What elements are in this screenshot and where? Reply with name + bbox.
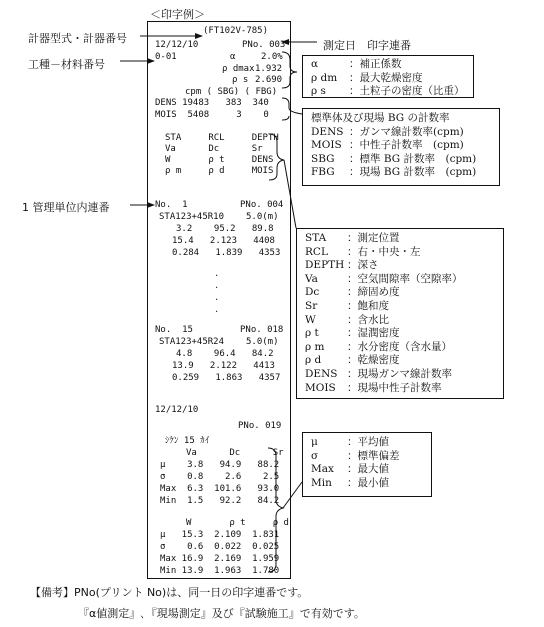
receipt-stats1-sd: σ 0.8 2.6 2.5 [160, 472, 280, 482]
receipt-no1: No. 1 [155, 200, 188, 210]
legend-description: ：平均値 [347, 436, 389, 448]
legend-description: ：補正係数 [349, 58, 402, 70]
label-serial-in-unit: 1 管理単位内連番 [22, 201, 110, 214]
legend-symbol: α [311, 58, 319, 70]
receipt-legend-row-1: STA RCL DEPTH [165, 133, 279, 143]
receipt-date-2: 12/12/10 [155, 405, 199, 415]
receipt-stats1-max: Max 6.3 101.6 93.0 [160, 484, 280, 494]
receipt-legend-row-2: Va Dc Sr [165, 144, 263, 154]
receipt-no15: No. 15 [155, 325, 193, 335]
legend-description: ：右・中央・左 [347, 245, 421, 258]
receipt-stats1-min: Min 1.5 92.2 84.2 [160, 496, 280, 506]
receipt-stats2-max: Max 16.9 2.169 1.959 [160, 554, 280, 564]
footnote-line-2: 『α値測定』､『現場測定』及び『試験施工』で有効です。 [78, 607, 365, 620]
receipt-stats2-min: Min 13.9 1.963 1.780 [160, 566, 280, 576]
legend-description: ：乾燥密度 [347, 354, 400, 367]
receipt-sta-1: STA123+45R10 [159, 212, 225, 222]
legend-description: ：深さ [347, 259, 379, 272]
receipt-material: 0-01 [155, 52, 177, 62]
receipt-mois-row: MOIS 5408 3 0 [155, 110, 269, 120]
receipt-stats-header-2: W ρ t ρ d [186, 518, 289, 528]
legend-symbol: MOIS [311, 139, 342, 152]
legend-symbol: DEPTH [305, 259, 345, 272]
legend-symbol: MOIS [305, 381, 336, 394]
legend-symbol: Max [311, 463, 334, 476]
legend-symbol: ρ t [305, 327, 319, 340]
label-model-number: 計器型式・計器番号 [28, 32, 127, 45]
legend-description: ：空気間隙率（空隙率） [347, 272, 463, 285]
legend-symbol: Va [305, 272, 318, 285]
receipt-alpha-label: α [230, 52, 236, 62]
receipt-stats2-mean: μ 15.3 2.109 1.831 [160, 530, 280, 540]
legend-symbol: DENS [311, 125, 344, 138]
footnote-line-1: 【備考】PNo(プリント No)は、同一日の印字連番です。 [30, 586, 309, 599]
ellipsis-dot: . [215, 268, 219, 279]
receipt-stats1-mean: μ 3.8 94.9 88.2 [160, 460, 280, 470]
legend-symbol: RCL [305, 245, 328, 258]
receipt-row1-c: 0.284 1.839 4353 [172, 248, 281, 258]
receipt-date: 12/12/10 [155, 40, 199, 50]
receipt-sta-2: STA123+45R24 [159, 337, 225, 347]
receipt-model: (FT102V-785) [203, 26, 269, 36]
receipt-rhos-label: ρ s [232, 75, 249, 85]
ellipsis-dot: . [215, 280, 219, 291]
legend-description: ：最小値 [347, 476, 389, 489]
receipt-pno: PNo. 003 [242, 40, 286, 50]
legend-symbol: ρ s [311, 85, 326, 98]
ellipsis-dot: . [215, 292, 219, 303]
legend-symbol: 標準体及び現場 BG の計数率 [311, 112, 450, 124]
receipt-legend-row-3: W ρ t DENS [165, 155, 274, 165]
legend-description: ：中性子計数率 (cpm) [349, 139, 464, 152]
receipt-row1-b: 15.4 2.123 4408 [172, 236, 275, 246]
receipt-row1-a: 3.2 95.2 89.8 [176, 224, 274, 234]
legend-description: ：測定位置 [347, 232, 400, 244]
receipt-depth-2: 5.0(m) [246, 337, 279, 347]
legend-description: ：現場ガンマ線計数率 [347, 367, 452, 380]
legend-description: ：標準偏差 [347, 449, 400, 462]
receipt-row2-c: 0.259 1.863 4357 [172, 373, 281, 383]
legend-symbol: SBG [311, 152, 335, 165]
legend-description: ：最大値 [347, 463, 389, 476]
ellipsis-dot: . [215, 304, 219, 315]
receipt-row2-b: 13.9 2.122 4413 [172, 361, 275, 371]
legend-symbol: STA [305, 232, 327, 244]
receipt-stats2-sd: σ 0.6 0.022 0.025 [160, 542, 280, 552]
receipt-pno-2: PNo. 004 [240, 200, 284, 210]
receipt-rhos-value: 2.690 [255, 75, 283, 85]
receipt-depth-1: 5.0(m) [246, 212, 279, 222]
legend-symbol: Min [311, 476, 332, 489]
legend-description: ：飽和度 [347, 299, 389, 312]
receipt-dens-row: DENS 19483 383 340 [155, 98, 269, 108]
legend-symbol: σ [311, 449, 319, 462]
legend-symbol: Dc [305, 286, 320, 299]
receipt-rhodmax-label: ρ dmax [222, 64, 255, 74]
legend-description: ：現場中性子計数率 [347, 381, 442, 394]
receipt-legend-row-4: ρ m ρ d MOIS [165, 166, 274, 176]
receipt-pno-3: PNo. 018 [240, 325, 284, 335]
legend-description: ：現場 BG 計数率 (cpm) [349, 166, 477, 179]
legend-description: ：ガンマ線計数率(cpm) [349, 125, 464, 138]
legend-description: ：湿潤密度 [347, 327, 400, 340]
receipt-row2-a: 4.8 96.4 84.2 [176, 349, 274, 359]
legend-description: ：標準 BG 計数率 (cpm) [349, 152, 477, 165]
receipt-cpm-header: cpm ( SBG) ( FBG) [185, 87, 278, 97]
legend-symbol: ρ d [305, 354, 322, 367]
legend-description: ：最大乾燥密度 [349, 71, 423, 84]
legend-description: ：締固め度 [347, 286, 400, 299]
legend-symbol: ρ dm [311, 71, 338, 84]
legend-symbol: FBG [311, 166, 335, 179]
receipt-pno-4: PNo. 019 [238, 421, 282, 431]
legend-symbol: ρ m [305, 340, 325, 353]
caption: ＜印字例＞ [150, 8, 205, 21]
legend-symbol: μ [311, 436, 318, 448]
label-date-serial: 測定日 印字連番 [323, 39, 411, 52]
legend-description: ：含水比 [347, 313, 389, 326]
label-kind-material: 工種－材料番号 [28, 58, 105, 71]
legend-symbol: W [305, 313, 316, 326]
legend-description: ：水分密度（含水量） [347, 340, 452, 353]
receipt-stats-header-1: Va Dc Sr [186, 448, 284, 458]
receipt-rhodmax-value: 1.932 [255, 64, 283, 74]
legend-symbol: Sr [305, 299, 318, 312]
legend-symbol: DENS [305, 367, 338, 380]
receipt-alpha-value: 2.0% [261, 52, 283, 62]
receipt-stats-title: ｼｹﾝ 15 ｶｲ [165, 436, 210, 446]
legend-description: ：土粒子の密度（比重） [349, 85, 465, 98]
